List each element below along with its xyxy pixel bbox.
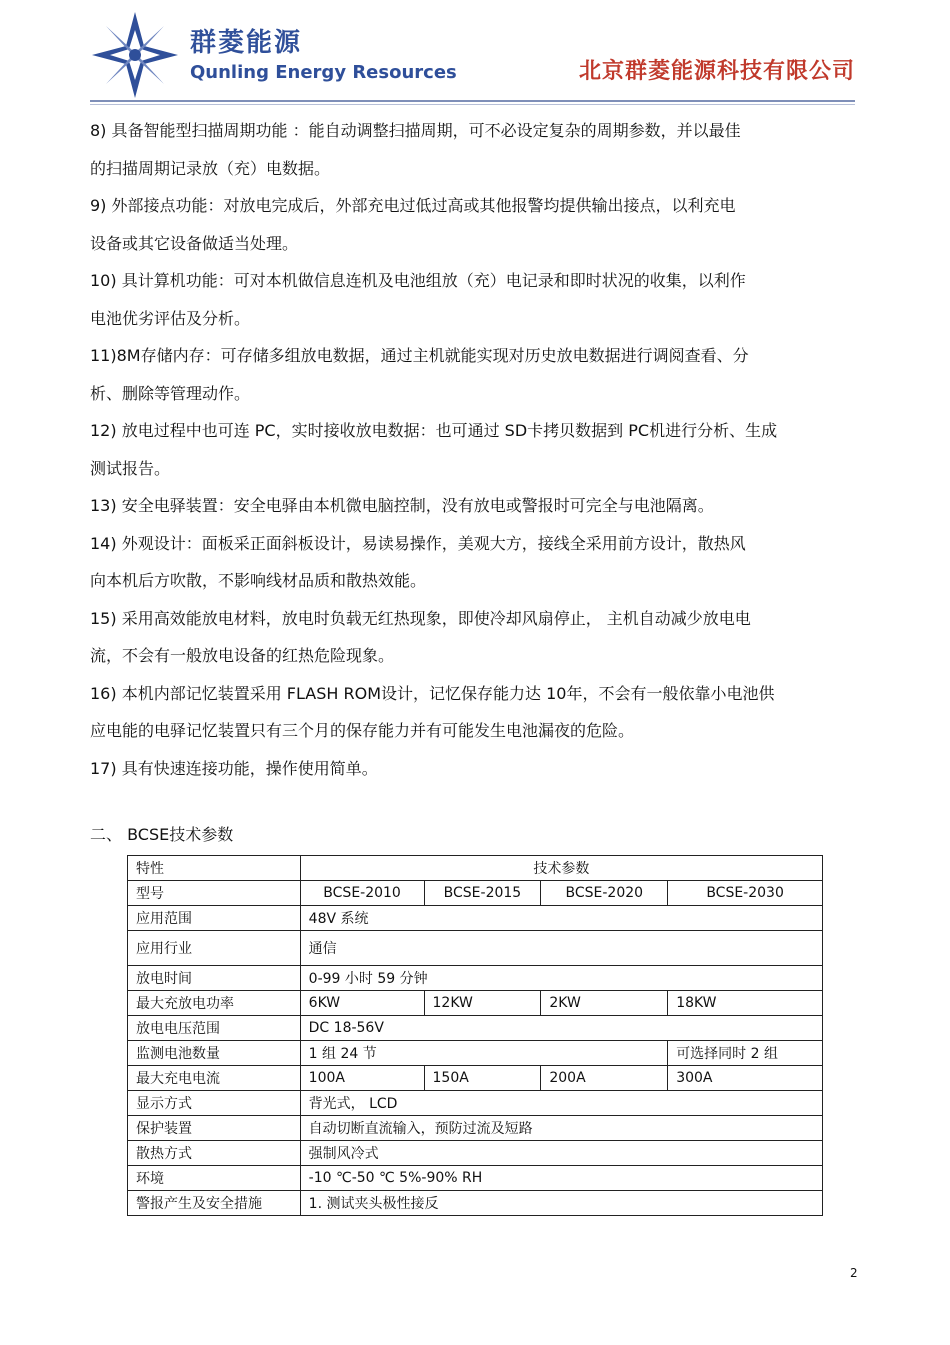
table-cell-label: 显示方式	[128, 1091, 301, 1116]
page-number: 2	[850, 1266, 858, 1280]
header-rule-thin	[90, 104, 855, 105]
feature-item: 17) 具有快速连接功能，操作使用简单。	[90, 758, 378, 778]
feature-item: 8) 具备智能型扫描周期功能 ：能自动调整扫描周期，可不必设定复杂的周期参数，并以最佳 的扫描周期记录放（充）电数据。	[90, 121, 741, 178]
logo-chinese-name: 群菱能源	[190, 28, 303, 58]
table-cell-label: 最大充电电流	[128, 1066, 301, 1091]
table-cell-label: 应用范围	[128, 906, 301, 931]
table-cell-value: 200A	[541, 1066, 668, 1091]
logo-english-name: Qunling Energy Resources	[190, 62, 457, 83]
table-row	[128, 1191, 823, 1216]
table-cell-model: BCSE-2020	[541, 881, 668, 906]
table-row	[128, 966, 823, 991]
page-header	[0, 0, 950, 110]
table-cell-value: 300A	[668, 1066, 823, 1091]
section-title: 二、 BCSE技术参数	[90, 825, 234, 844]
table-cell-label: 放电时间	[128, 966, 301, 991]
feature-item: 13) 安全电驿装置：安全电驿由本机微电脑控制，没有放电或警报时可完全与电池隔离。	[90, 496, 714, 515]
table-row	[128, 1116, 823, 1141]
table-cell-label: 保护装置	[128, 1116, 301, 1141]
feature-item: 16) 本机内部记忆装置采用 FLASH ROM设计，记忆保存能力达 10年，不会有一般依靠小电池供 应电能的电驿记忆装置只有三个月的保存能力并有可能发生电池漏夜的危险。	[90, 683, 775, 740]
table-cell-value: 可选择同时 2 组	[668, 1041, 823, 1066]
table-cell-value: 背光式， LCD	[300, 1091, 822, 1116]
table-row	[128, 1041, 823, 1066]
table-cell-value: 0-99 小时 59 分钟	[300, 966, 822, 991]
table-row	[128, 881, 823, 906]
table-row	[128, 1091, 823, 1116]
table-cell-value: 12KW	[424, 991, 541, 1016]
table-cell-model: BCSE-2015	[424, 881, 541, 906]
table-row	[128, 1166, 823, 1191]
table-cell-value: 100A	[300, 1066, 424, 1091]
table-cell-header: 技术参数	[300, 856, 822, 881]
table-cell-label: 应用行业	[128, 931, 301, 966]
table-row	[128, 991, 823, 1016]
feature-item: 14) 外观设计：面板采正面斜板设计，易读易操作，美观大方，接线全采用前方设计，散热风 向本机后方吹散，不影响线材品质和散热效能。	[90, 533, 746, 590]
table-cell-value: 150A	[424, 1066, 541, 1091]
table-cell-value: 2KW	[541, 991, 668, 1016]
feature-item: 15) 采用高效能放电材料，放电时负载无红热现象，即使冷却风扇停止， 主机自动减少放电电 流，不会有一般放电设备的红热危险现象。	[90, 608, 751, 665]
table-cell-value: 1. 测试夹头极性接反	[300, 1191, 822, 1216]
table-cell-value: 强制风冷式	[300, 1141, 822, 1166]
table-cell-model: BCSE-2010	[300, 881, 424, 906]
table-cell-label: 最大充放电功率	[128, 991, 301, 1016]
table-cell-value: 自动切断直流输入，预防过流及短路	[300, 1116, 822, 1141]
table-cell-value: 48V 系统	[300, 906, 822, 931]
table-cell-label: 型号	[128, 881, 301, 906]
table-row	[128, 1016, 823, 1041]
table-row	[128, 1141, 823, 1166]
feature-item: 9) 外部接点功能：对放电完成后，外部充电过低过高或其他报警均提供输出接点，以利充电 设备或其它设备做适当处理。	[90, 196, 736, 253]
table-cell-value: -10 ℃-50 ℃ 5%-90% RH	[300, 1166, 822, 1191]
feature-item: 12) 放电过程中也可连 PC，实时接收放电数据：也可通过 SD卡拷贝数据到 PC机进行分析、生成 测试报告。	[90, 421, 778, 478]
table-row	[128, 931, 823, 966]
table-cell-label: 监测电池数量	[128, 1041, 301, 1066]
table-cell-model: BCSE-2030	[668, 881, 823, 906]
header-rule	[90, 100, 855, 102]
company-name: 北京群菱能源科技有限公司	[578, 59, 855, 84]
table-cell-label: 警报产生及安全措施	[128, 1191, 301, 1216]
table-cell-value: DC 18-56V	[300, 1016, 822, 1041]
table-cell-label: 环境	[128, 1166, 301, 1191]
table-cell-label: 放电电压范围	[128, 1016, 301, 1041]
feature-item: 10) 具计算机功能：可对本机做信息连机及电池组放（充）电记录和即时状况的收集，以利作 电池优劣评估及分析。	[90, 271, 746, 328]
table-row	[128, 856, 823, 881]
feature-list	[90, 112, 860, 787]
table-cell-label: 散热方式	[128, 1141, 301, 1166]
table-cell-value: 通信	[300, 931, 822, 966]
table-cell-label: 特性	[128, 856, 301, 881]
feature-item: 11)8M存储内存：可存储多组放电数据，通过主机就能实现对历史放电数据进行调阅查看、分 析、删除等管理动作。	[90, 346, 749, 403]
table-cell-value: 1 组 24 节	[300, 1041, 668, 1066]
spec-table	[127, 855, 823, 1216]
table-row	[128, 906, 823, 931]
compass-star-icon	[92, 12, 178, 98]
table-cell-value: 6KW	[300, 991, 424, 1016]
table-cell-value: 18KW	[668, 991, 823, 1016]
table-row	[128, 1066, 823, 1091]
